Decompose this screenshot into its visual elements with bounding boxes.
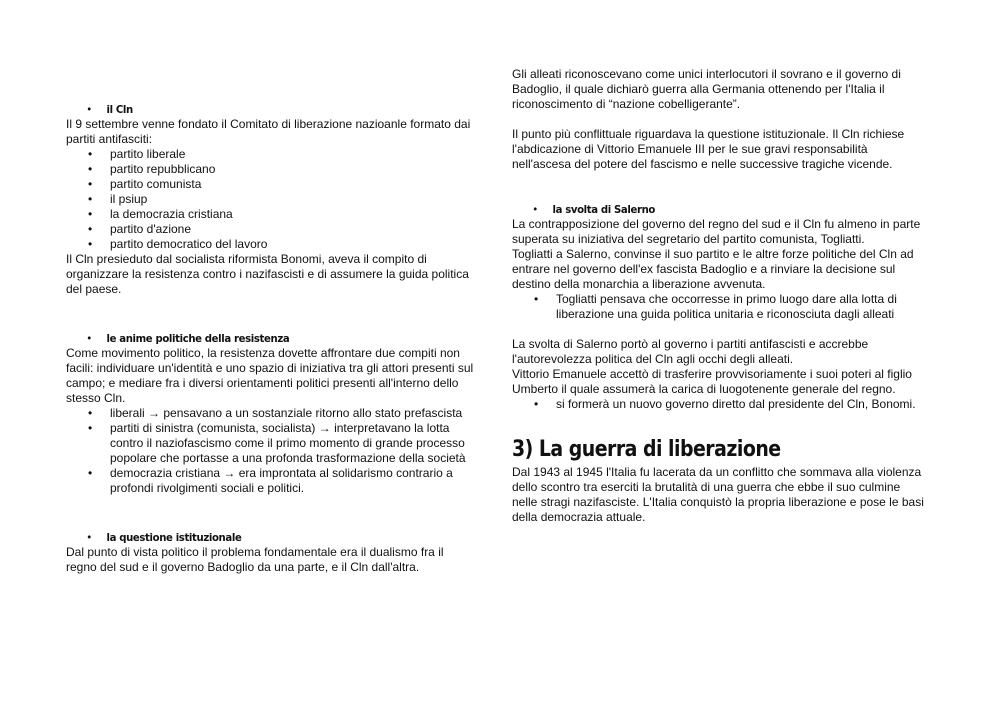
spacer xyxy=(66,297,476,331)
list-item: • il psiup xyxy=(66,192,476,207)
heading-svolta-salerno: • la svolta di Salerno xyxy=(512,202,891,217)
svolta-p4: Vittorio Emanuele accettò di trasferire provvisoriamente i suoi poteri al figlio Umberto il quale assumerà la carica di luogotenente generale del regno. xyxy=(512,367,912,396)
svolta-list-1 xyxy=(512,292,924,322)
list-item: • partito democratico del lavoro xyxy=(66,237,476,252)
svolta-p3: La svolta di Salerno portò al governo i partiti antifascisti e accrebbe l'autorevolezza politica del Cln agli occhi degli alleati. xyxy=(512,337,869,366)
spacer xyxy=(512,322,924,337)
section-title: 3) La guerra di liberazione xyxy=(512,437,781,462)
conflitto-paragraph: Il punto più conflittuale riguardava la questione istituzionale. Il Cln richiese l'abdicazione di Vittorio Emanuele III per le sue gravi responsabilità nell'ascesa del potere del fascismo e nelle successive tragiche vicende. xyxy=(512,127,905,171)
guerra-paragraph: Dal 1943 al 1945 l'Italia fu lacerata da un conflitto che sommava alla violenza dello scontro tra eserciti la brutalità di una guerra che ebbe il suo culmine nelle stragi nazifasciste. L'Italia conquistò la propria liberazione e pose le basi della democrazia attuale. xyxy=(512,465,924,524)
spacer xyxy=(66,496,476,530)
list-item: • partito comunista xyxy=(66,177,476,192)
anime-intro: Come movimento politico, la resistenza dovette affrontare due compiti non facili: individuare un'identità e uno spazio di iniziativa tra gli attori presenti sul campo; e mediare fra i diversi orientamenti politici presenti all'interno dello stesso Cln. xyxy=(66,346,474,405)
left-column xyxy=(66,102,476,575)
alleati-paragraph: Gli alleati riconoscevano come unici interlocutori il sovrano e il governo di Badoglio, il quale dichiarò guerra alla Germania ottenendo per l'Italia il riconoscimento di “nazione cobelligerante”. xyxy=(512,67,901,111)
heading-questione-istituzionale: • la questione istituzionale xyxy=(66,530,443,545)
list-item: • partito repubblicano xyxy=(66,162,476,177)
cln-after: Il Cln presieduto dal socialista riformista Bonomi, aveva il compito di organizzare la resistenza contro i nazifascisti e di assumere la guida politica del paese. xyxy=(66,252,469,296)
heading-cln: • il Cln xyxy=(66,102,443,117)
list-item: • la democrazia cristiana xyxy=(66,207,476,222)
spacer xyxy=(512,112,924,127)
spacer xyxy=(512,412,924,435)
list-item: • Togliatti pensava che occorresse in primo luogo dare alla lotta di liberazione una guida politica unitaria e riconosciuta dagli alleati xyxy=(512,292,924,322)
heading-anime-politiche: • le anime politiche della resistenza xyxy=(66,331,443,346)
cln-intro: Il 9 settembre venne fondato il Comitato di liberazione nazioanle formato dai partiti antifasciti: xyxy=(66,117,471,146)
svolta-p1: La contrapposizione del governo del regno del sud e il Cln fu almeno in parte superata su iniziativa del segretario del partito comunista, Togliatti. xyxy=(512,217,921,246)
svolta-p2: Togliatti a Salerno, convinse il suo partito e le altre forze politiche del Cln ad entrare nel governo dell'ex fascista Badoglio e a rinviare la decisione sul destino della monarchia a liberazione avvenuta. xyxy=(512,247,914,291)
questione-text: Dal punto di vista politico il problema fondamentale era il dualismo fra il regno del sud e il governo Badoglio da una parte, e il Cln dall'altra. xyxy=(66,545,444,574)
anime-list xyxy=(66,406,476,496)
list-item: • partito liberale xyxy=(66,147,476,162)
list-item: • partito d'azione xyxy=(66,222,476,237)
list-item: • si formerà un nuovo governo diretto dal presidente del Cln, Bonomi. xyxy=(512,397,924,412)
svolta-list-2 xyxy=(512,397,924,412)
list-item: • partiti di sinistra (comunista, socialista) → interpretavano la lotta contro il naziofascismo come il primo momento di grande processo popolare che portasse a una profonda trasformazione della società xyxy=(66,421,476,466)
list-item: • democrazia cristiana → era improntata al solidarismo contrario a profondi rivolgimenti sociali e politici. xyxy=(66,466,476,496)
list-item: • liberali → pensavano a un sostanziale ritorno allo stato prefascista xyxy=(66,406,476,421)
spacer xyxy=(512,172,924,202)
right-column xyxy=(512,67,924,525)
parties-list xyxy=(66,147,476,252)
